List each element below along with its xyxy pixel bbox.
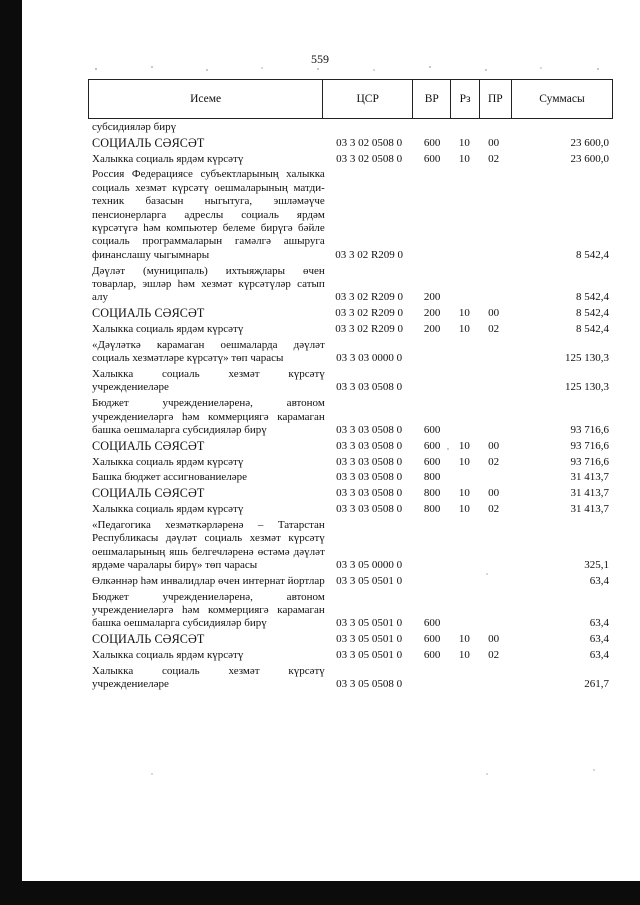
row-pr: 02 [488, 323, 500, 336]
row-csr: 03 3 02 R209 0 [335, 291, 404, 304]
row-name: Башка бюджет ассигнованиеләре [92, 471, 247, 484]
row-name: СОЦИАЛЬ СӘЯСӘТ [92, 438, 205, 453]
row-sum: 261,7 [584, 678, 609, 691]
row-vr [413, 121, 450, 137]
row-name: Халыкка социаль ярдәм күрсәтү [92, 152, 244, 165]
row-sum: 125 130,3 [565, 381, 609, 394]
row-pr [478, 397, 509, 440]
row-rz [451, 471, 478, 487]
row-csr: 03 3 05 0501 0 [336, 574, 403, 587]
row-vr: 200 [423, 323, 441, 336]
row-pr: 02 [488, 455, 500, 468]
row-name: Халыкка социаль хезмәт күрсәтү учреждениеләре [92, 368, 325, 394]
row-csr: 03 3 05 0501 0 [336, 617, 403, 630]
row-name: «Педагогика хезмәткәрләренә – Татарстан Республикасы дәүләт социаль хезмәт күрсәтү оешмаларының яшь белгечләренә өстәмә дәүләт ярдәме чаралары бирү» төп чарасы [92, 518, 325, 572]
row-pr [478, 575, 509, 591]
row-vr: 600 [423, 455, 441, 468]
row-csr: 03 3 03 0508 0 [336, 471, 403, 484]
table-row [88, 153, 613, 169]
row-pr [478, 665, 509, 694]
row-vr: 600 [423, 136, 441, 149]
row-rz [451, 368, 478, 397]
row-rz: 10 [458, 307, 470, 320]
row-sum: 93 716,6 [570, 424, 609, 437]
row-pr [478, 471, 509, 487]
row-rz: 10 [458, 455, 470, 468]
row-name: Дәүләт (муниципаль) ихтыяҗлары өчен товарлар, эшләр һәм хезмәт күрсәтүләр сатып алу [92, 264, 325, 304]
row-rz [451, 397, 478, 440]
header-sum: Суммасы [512, 80, 613, 119]
row-vr [413, 575, 450, 591]
row-pr: 02 [488, 503, 500, 516]
row-vr: 800 [423, 487, 441, 500]
row-sum: 31 413,7 [570, 487, 609, 500]
row-rz [451, 575, 478, 591]
row-name: СОЦИАЛЬ СӘЯСӘТ [92, 486, 205, 501]
row-pr [478, 368, 509, 397]
row-csr: 03 3 02 0508 0 [336, 136, 403, 149]
row-name: Россия Федерациясе субъектларының халыкка социаль хезмәт күрсәтү оешмаларының матди-техник базасын ныгытуга, эшләмәүче пенсионерларга адреслы социаль ярдәм күрсәтүгә һәм компьютер белеме бирүгә бәйле социаль программаларын гамәлгә ашыруга финанслашу чыгымнары [92, 168, 325, 261]
row-csr: 03 3 05 0501 0 [336, 633, 403, 646]
row-name: СОЦИАЛЬ СӘЯСӘТ [92, 306, 205, 321]
row-csr: 03 3 05 0501 0 [336, 649, 403, 662]
row-pr [478, 168, 509, 264]
table-row [88, 440, 613, 456]
row-csr: 03 3 02 0508 0 [336, 152, 403, 165]
row-pr: 00 [488, 439, 500, 452]
row-sum: 31 413,7 [570, 471, 609, 484]
row-name: «Дәүләткә карамаган оешмаларда дәүләт социаль хезмәтләре күрсәтү» төп чарасы [92, 338, 325, 365]
table-row [88, 265, 613, 308]
row-name: субсидияләр бирү [92, 121, 177, 133]
row-vr: 800 [423, 471, 441, 484]
row-csr: 03 3 03 0508 0 [336, 503, 403, 516]
row-sum: 8 542,4 [576, 307, 609, 320]
row-vr: 800 [423, 503, 441, 516]
table-row [88, 487, 613, 503]
row-name: Халыкка социаль ярдәм күрсәтү [92, 455, 244, 468]
row-vr [413, 368, 450, 397]
table-row [88, 368, 613, 397]
row-sum: 8 542,4 [576, 323, 609, 336]
row-csr: 03 3 03 0508 0 [336, 439, 403, 452]
row-name: Өлкәннәр һәм инвалидлар өчен интернат йортлар [92, 574, 325, 587]
row-name: Халыкка социаль ярдәм күрсәтү [92, 323, 244, 336]
table-row [88, 503, 613, 519]
table-row [88, 591, 613, 634]
row-vr [413, 339, 450, 368]
row-vr: 600 [423, 424, 441, 437]
row-csr: 03 3 03 0508 0 [336, 381, 403, 394]
row-rz: 10 [458, 649, 470, 662]
row-name: Халыкка социаль ярдәм күрсәтү [92, 649, 244, 662]
row-csr: 03 3 02 R209 0 [335, 248, 404, 261]
row-csr: 03 3 02 R209 0 [335, 323, 404, 336]
row-csr: 03 3 05 0000 0 [336, 559, 403, 572]
row-rz: 10 [458, 152, 470, 165]
row-rz: 10 [458, 136, 470, 149]
row-rz: 10 [458, 503, 470, 516]
row-name: СОЦИАЛЬ СӘЯСӘТ [92, 135, 205, 150]
row-vr: 600 [423, 617, 441, 630]
row-pr [478, 121, 509, 137]
row-sum: 63,4 [589, 649, 609, 662]
row-vr: 600 [423, 633, 441, 646]
row-vr: 200 [423, 307, 441, 320]
row-csr: 03 3 03 0508 0 [336, 424, 403, 437]
row-sum: 31 413,7 [570, 503, 609, 516]
row-sum: 23 600,0 [570, 136, 609, 149]
row-rz [451, 265, 478, 308]
row-csr: 03 3 05 0508 0 [336, 678, 403, 691]
header-vr: ВР [413, 80, 451, 119]
row-pr: 00 [488, 307, 500, 320]
row-rz [451, 591, 478, 634]
row-sum: 63,4 [589, 633, 609, 646]
row-sum: 325,1 [584, 559, 609, 572]
table-row [88, 121, 613, 137]
table-body [88, 121, 613, 694]
row-rz [451, 665, 478, 694]
header-csr: ЦСР [323, 80, 413, 119]
row-rz: 10 [458, 323, 470, 336]
row-sum: 125 130,3 [565, 352, 609, 365]
table-row [88, 397, 613, 440]
table-row [88, 307, 613, 323]
row-name: СОЦИАЛЬ СӘЯСӘТ [92, 632, 205, 647]
table-row [88, 519, 613, 575]
row-name: Халыкка социаль хезмәт күрсәтү учреждениеләре [92, 664, 325, 691]
table-row [88, 137, 613, 153]
row-name: Халыкка социаль ярдәм күрсәтү [92, 503, 244, 516]
row-pr [478, 339, 509, 368]
table-row [88, 665, 613, 694]
table-row [88, 339, 613, 368]
row-rz: 10 [458, 487, 470, 500]
row-vr [413, 168, 450, 264]
table-row [88, 575, 613, 591]
row-vr: 600 [423, 152, 441, 165]
table-row [88, 633, 613, 649]
row-sum: 23 600,0 [570, 152, 609, 165]
row-rz: 10 [458, 439, 470, 452]
header-name: Исеме [89, 80, 323, 119]
header-rz: Рз [451, 80, 479, 119]
row-rz [451, 168, 478, 264]
row-pr: 02 [488, 649, 500, 662]
row-sum: 63,4 [589, 574, 609, 587]
row-pr [478, 519, 509, 575]
row-rz [451, 121, 478, 137]
row-pr [478, 591, 509, 634]
row-pr [478, 265, 509, 308]
row-sum: 8 542,4 [576, 248, 609, 261]
table-row [88, 168, 613, 264]
page-number: 559 [311, 52, 329, 66]
table-row [88, 456, 613, 472]
table-row [88, 471, 613, 487]
row-csr: 03 3 02 R209 0 [335, 307, 404, 320]
table-header [88, 79, 613, 119]
row-vr: 200 [423, 291, 441, 304]
table-row [88, 323, 613, 339]
row-vr [413, 519, 450, 575]
row-vr: 600 [423, 439, 441, 452]
row-sum: 93 716,6 [570, 439, 609, 452]
row-csr: 03 3 03 0000 0 [336, 352, 403, 365]
row-vr [413, 665, 450, 694]
row-sum [509, 121, 613, 137]
row-vr: 600 [423, 649, 441, 662]
row-pr: 00 [488, 487, 500, 500]
row-rz [451, 339, 478, 368]
header-pr: ПР [479, 80, 511, 119]
row-csr [325, 121, 414, 137]
row-name: Бюджет учреждениеләренә, автоном учреждениеләргә һәм коммерциягә карамаган башка оешмаларга субсидияләр бирү [92, 397, 325, 437]
table-row [88, 649, 613, 665]
row-sum: 8 542,4 [576, 291, 609, 304]
row-pr: 02 [488, 152, 500, 165]
row-csr: 03 3 03 0508 0 [336, 487, 403, 500]
budget-table [88, 121, 613, 694]
row-pr: 00 [488, 633, 500, 646]
row-rz: 10 [458, 633, 470, 646]
row-rz [451, 519, 478, 575]
row-pr: 00 [488, 136, 500, 149]
row-name: Бюджет учреждениеләренә, автоном учреждениеләргә һәм коммерциягә карамаган башка оешмаларга субсидияләр бирү [92, 590, 325, 630]
row-sum: 63,4 [589, 617, 609, 630]
row-csr: 03 3 03 0508 0 [336, 455, 403, 468]
row-sum: 93 716,6 [570, 455, 609, 468]
